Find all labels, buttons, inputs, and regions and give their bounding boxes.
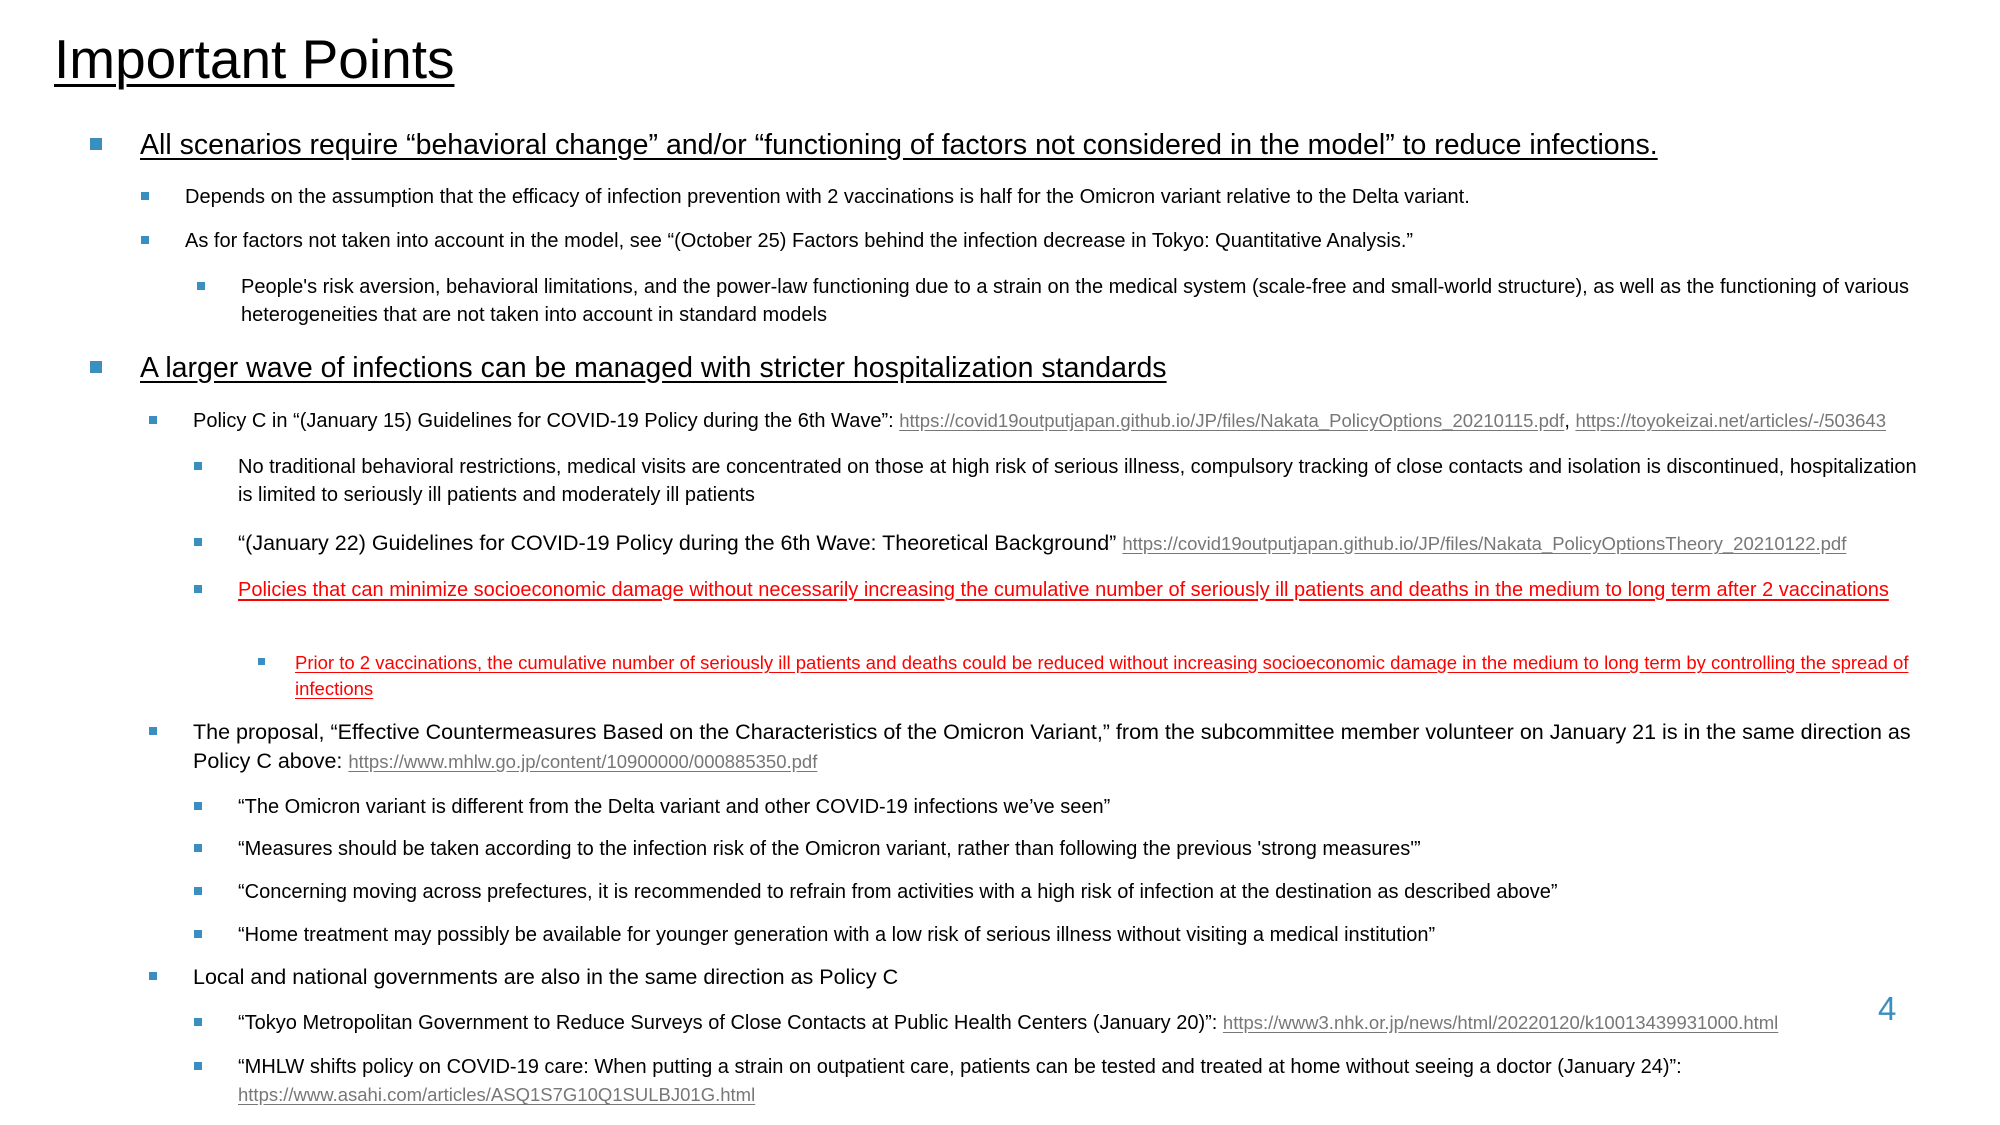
bullet-item (238, 453, 1930, 509)
policy-options-link[interactable]: https://covid19outputjapan.github.io/JP/files/Nakata_PolicyOptions_20210115.pdf (899, 410, 1565, 431)
link-separator: , (1564, 410, 1576, 432)
page-number: 4 (1878, 990, 1897, 1027)
square-bullet-icon (149, 416, 157, 424)
bullet-item (140, 128, 1980, 162)
highlighted-bullet-text: Prior to 2 vaccinations, the cumulative number of seriously ill patients and deaths could be reduced without increasing socioeconomic damage in the medium to long term by controlling the spread of infections (295, 652, 1909, 699)
policy-theory-link[interactable]: https://covid19outputjapan.github.io/JP/files/Nakata_PolicyOptionsTheory_20210122.pdf (1122, 533, 1847, 554)
square-bullet-icon (90, 361, 102, 373)
bullet-text: People's risk aversion, behavioral limitations, and the power-law functioning due to a strain on the medical system (scale-free and small-world structure), as well as the functioning of various heterogeneities that are not taken into account in standard models (241, 276, 1909, 326)
square-bullet-icon (194, 585, 202, 593)
bullet-text: Policy C in “(January 15) Guidelines for COVID-19 Policy during the 6th Wave”: (193, 410, 900, 432)
bullet-item (193, 407, 2000, 435)
bullet-item (238, 576, 1900, 604)
square-bullet-icon (141, 236, 149, 244)
bullet-item (193, 718, 1970, 776)
slide-title: Important Points (54, 28, 455, 90)
square-bullet-icon (149, 972, 157, 980)
square-bullet-icon (194, 802, 202, 810)
bullet-item (241, 273, 1970, 329)
nhk-news-link[interactable]: https://www3.nhk.or.jp/news/html/20220120/k10013439931000.html (1222, 1012, 1779, 1033)
bullet-item (238, 835, 1980, 863)
bullet-heading: A larger wave of infections can be managed with stricter hospitalization standards (140, 352, 1167, 384)
square-bullet-icon (194, 1018, 202, 1026)
bullet-text: Depends on the assumption that the efficacy of infection prevention with 2 vaccinations is half for the Omicron variant relative to the Delta variant. (185, 186, 1470, 208)
bullet-item (238, 1009, 1800, 1037)
bullet-item (185, 183, 1980, 211)
bullet-text: The proposal, “Effective Countermeasures Based on the Characteristics of the Omicron Variant,” from the subcommittee member volunteer on January 21 is in the same direction as Policy C above: (193, 720, 1911, 773)
toyokeizai-link[interactable]: https://toyokeizai.net/articles/-/503643 (1575, 410, 1886, 431)
square-bullet-icon (141, 192, 149, 200)
square-bullet-icon (149, 727, 157, 735)
square-bullet-icon (194, 1062, 202, 1070)
bullet-text: “MHLW shifts policy on COVID-19 care: When putting a strain on outpatient care, patients can be tested and treated at home without seeing a doctor (January 24)”: (238, 1056, 1682, 1078)
bullet-text: “Concerning moving across prefectures, it is recommended to refrain from activities with a high risk of infection at the destination as described above” (238, 881, 1558, 903)
bullet-text: No traditional behavioral restrictions, medical visits are concentrated on those at high risk of serious illness, compulsory tracking of close contacts and isolation is discontinued, hospitalization is limited to seriously ill patients and moderately ill patients (238, 456, 1917, 506)
highlighted-bullet-text: Policies that can minimize socioeconomic damage without necessarily increasing the cumulative number of seriously ill patients and deaths in the medium to long term after 2 vaccinations (238, 579, 1889, 601)
square-bullet-icon (194, 844, 202, 852)
bullet-item (238, 921, 1980, 949)
square-bullet-icon (194, 930, 202, 938)
bullet-text: As for factors not taken into account in the model, see “(October 25) Factors behind the infection decrease in Tokyo: Quantitative Analysis.” (185, 230, 1414, 252)
square-bullet-icon (258, 658, 265, 665)
bullet-item (193, 963, 1980, 992)
square-bullet-icon (194, 462, 202, 470)
bullet-item (295, 650, 1975, 702)
bullet-text: “(January 22) Guidelines for COVID-19 Policy during the 6th Wave: Theoretical Background” (238, 531, 1123, 555)
bullet-item (140, 351, 1980, 385)
square-bullet-icon (197, 282, 205, 290)
square-bullet-icon (90, 138, 102, 150)
bullet-text: “The Omicron variant is different from the Delta variant and other COVID-19 infections we’ve seen” (238, 796, 1111, 818)
bullet-item (238, 793, 1980, 821)
square-bullet-icon (194, 887, 202, 895)
square-bullet-icon (194, 538, 202, 546)
bullet-item (238, 529, 1980, 558)
bullet-text: “Home treatment may possibly be available for younger generation with a low risk of serious illness without visiting a medical institution” (238, 924, 1436, 946)
bullet-text: “Tokyo Metropolitan Government to Reduce Surveys of Close Contacts at Public Health Centers (January 20)”: (238, 1012, 1223, 1034)
bullet-text: Local and national governments are also in the same direction as Policy C (193, 965, 899, 989)
bullet-heading: All scenarios require “behavioral change” and/or “functioning of factors not considered in the model” to reduce infections. (140, 129, 1658, 161)
bullet-item (185, 227, 1980, 255)
mhlw-proposal-link[interactable]: https://www.mhlw.go.jp/content/10900000/000885350.pdf (348, 751, 818, 772)
bullet-item (238, 878, 1980, 906)
asahi-article-link[interactable]: https://www.asahi.com/articles/ASQ1S7G10Q1SULBJ01G.html (238, 1084, 756, 1105)
bullet-item (238, 1053, 1900, 1109)
bullet-text: “Measures should be taken according to the infection risk of the Omicron variant, rather than following the previous 'strong measures'” (238, 838, 1421, 860)
